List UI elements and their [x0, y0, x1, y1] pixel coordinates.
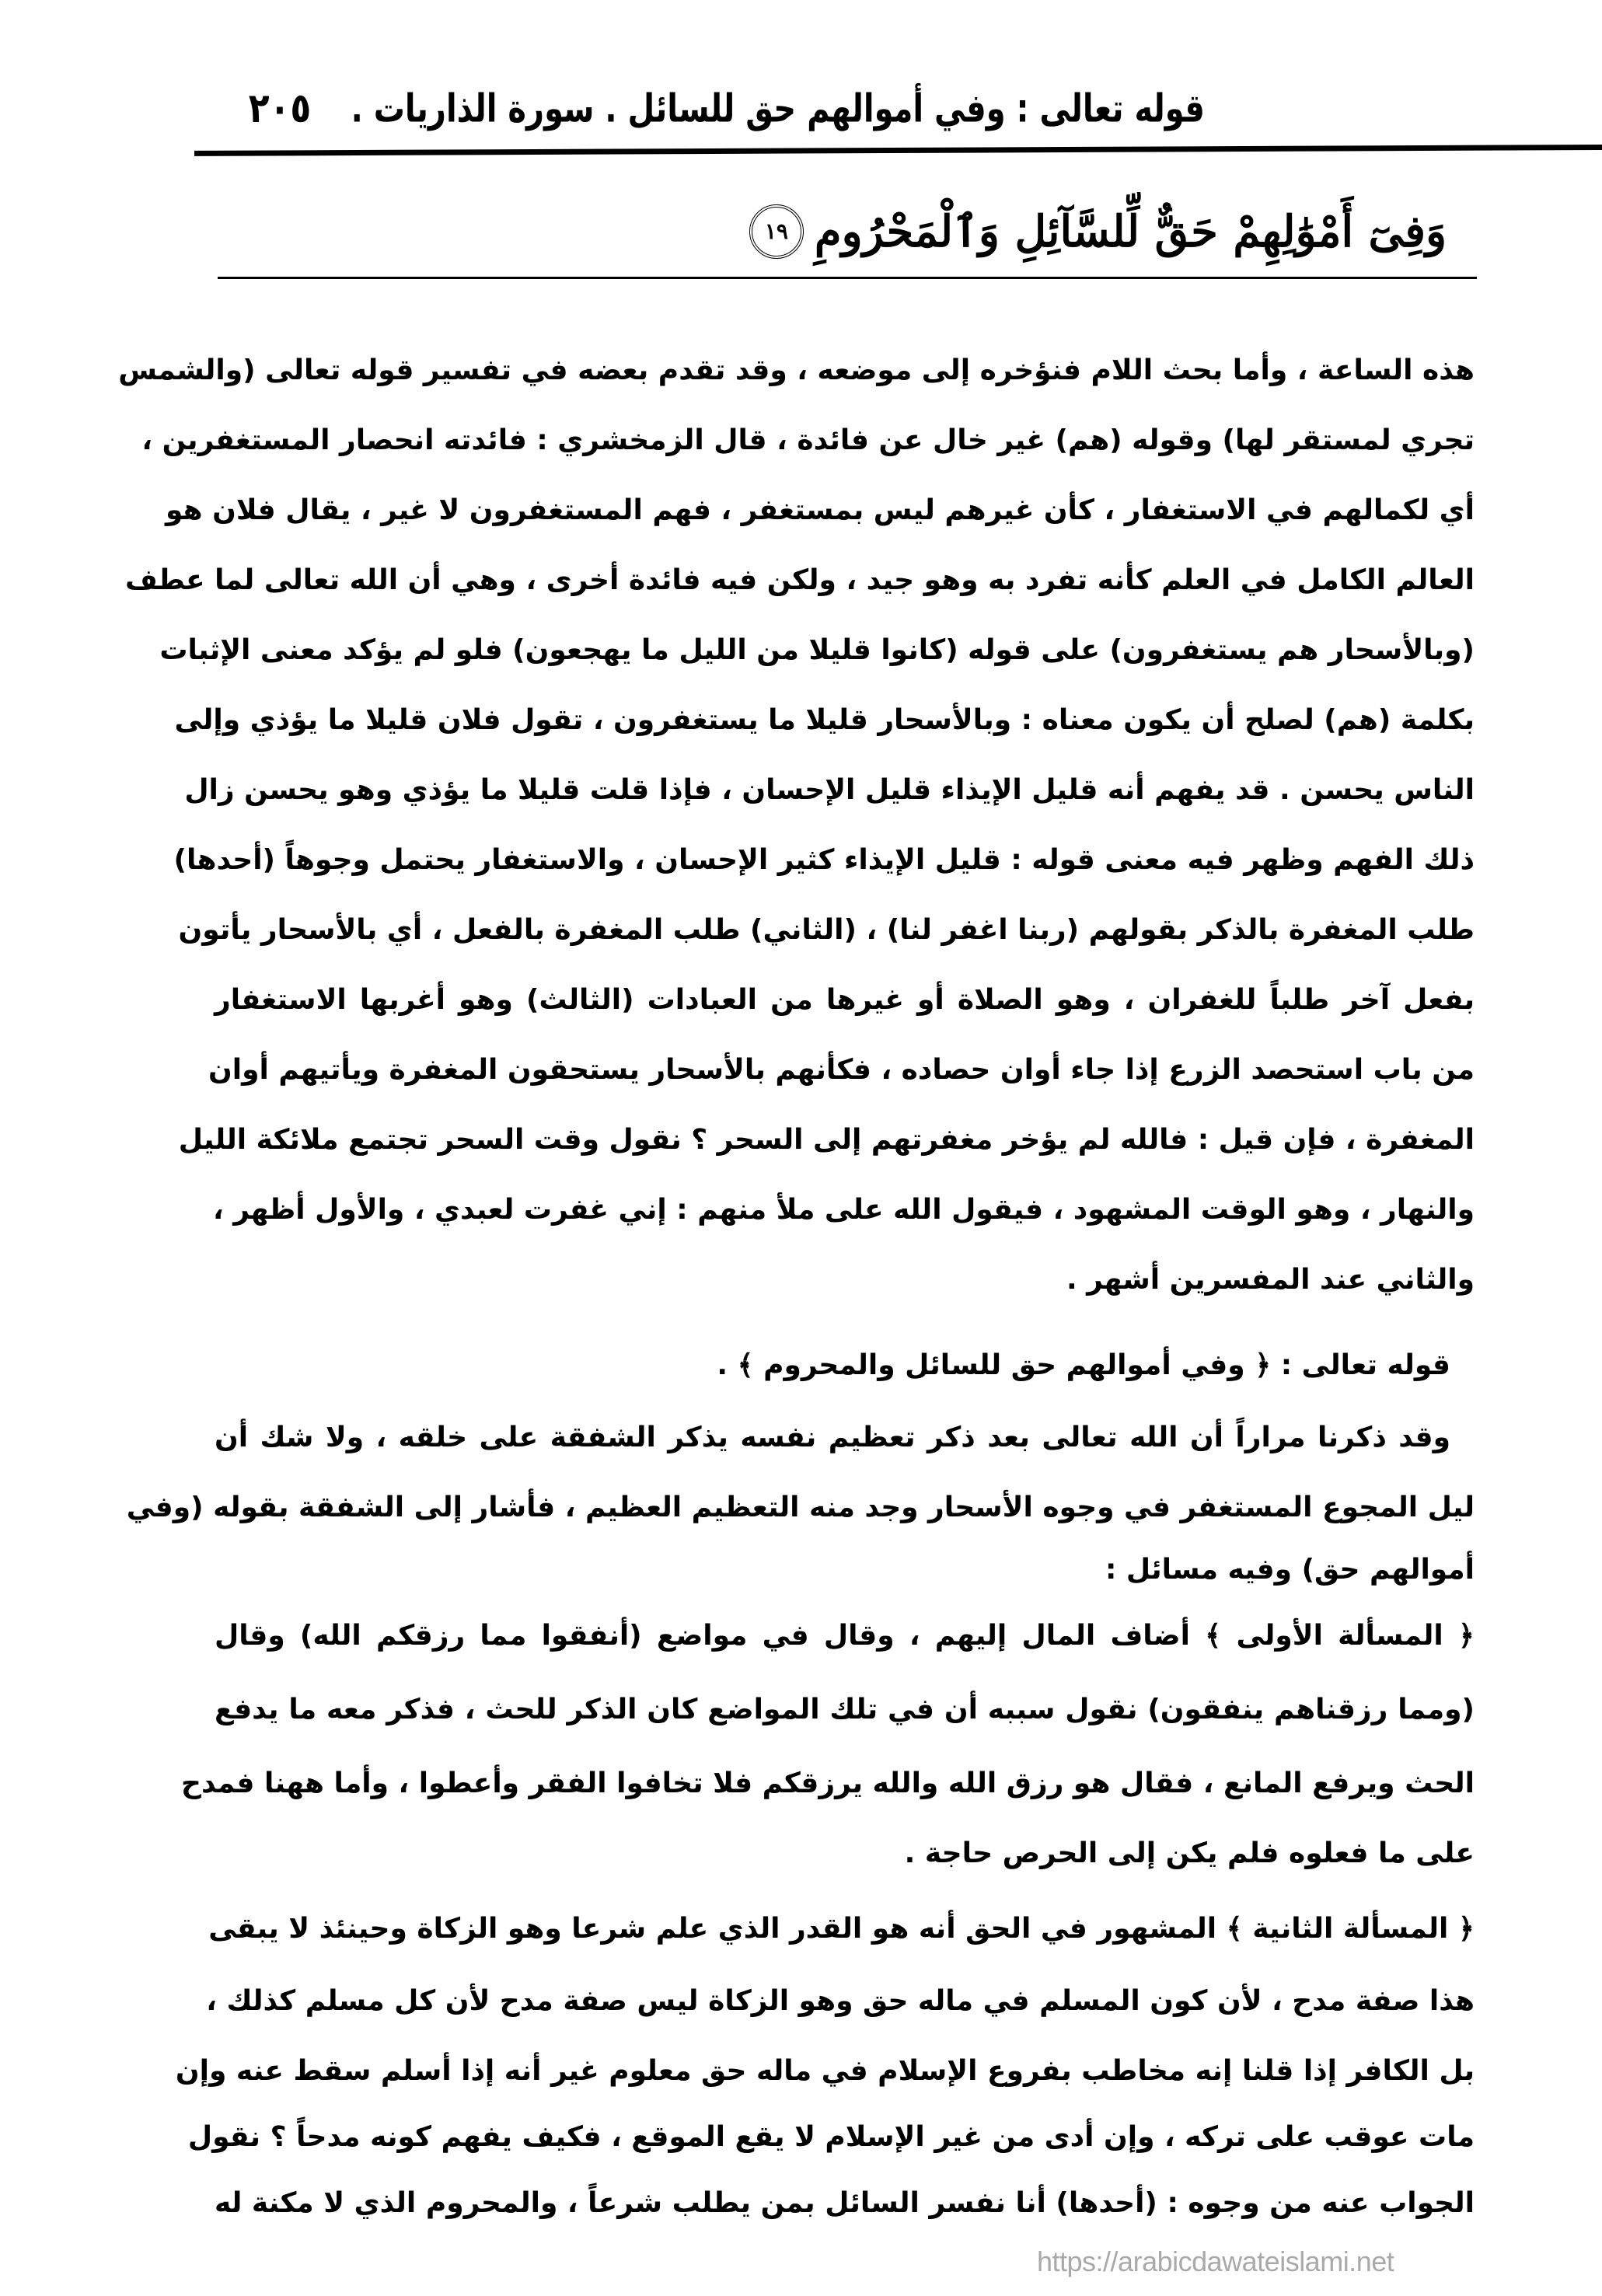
running-header-title: قوله تعالى : وفي أموالهم حق للسائل . سورة الذاريات .	[351, 86, 1205, 131]
text-line: العالم الكامل في العلم كأنه تفرد به وهو جيد ، ولكن فيه فائدة أخرى ، وهي أن الله تعالى لما عطف	[125, 564, 1475, 596]
text-line: والثاني عند المفسرين أشهر .	[1066, 1264, 1475, 1296]
text-line: تجري لمستقر لها) وقوله (هم) غير خال عن فائدة ، قال الزمخشري : فائدته انحصار المستغفرين ،	[141, 424, 1475, 456]
text-line: وقد ذكرنا مراراً أن الله تعالى بعد ذكر تعظيم نفسه يذكر الشفقة على خلقه ، ولا شك أن	[215, 1422, 1450, 1453]
page-number: ٢٠٥	[248, 84, 312, 132]
text-line: (ومما رزقناهم ينفقون) نقول سببه أن في تلك المواضع كان الذكر للحث ، فذكر معه ما يدفع	[215, 1694, 1475, 1725]
text-line: ﴿ المسألة الأولى ﴾ أضاف المال إليهم ، وقال في مواضع (أنفقوا مما رزقكم الله) وقال	[215, 1620, 1475, 1652]
text-line: بل الكافر إذا قلنا إنه مخاطب بفروع الإسلام في ماله حق معلوم غير أنه إذا أسلم سقط عنه وإن	[175, 2055, 1475, 2087]
text-line: على ما فعلوه فلم يكن إلى الحرص حاجة .	[904, 1837, 1475, 1869]
text-line: والنهار ، وهو الوقت المشهود ، فيقول الله على ملأ منهم : إني غفرت لعبدي ، والأول أظهر ،	[213, 1194, 1475, 1226]
text-line: بفعل آخر طلباً للغفران ، وهو الصلاة أو غيرها من العبادات (الثالث) وهو أغربها الاستغفار	[215, 984, 1475, 1016]
quran-verse-heading	[749, 194, 1447, 269]
text-line: بكلمة (هم) لصلح أن يكون معناه : وبالأسحار قليلا ما يستغفرون ، تقول فلان قليلا ما يؤذي وإلى	[174, 704, 1475, 736]
text-line: ليل المجوع المستغفر في وجوه الأسحار وجد منه التعظيم العظيم ، فأشار إلى الشفقة بقوله (وفي	[126, 1492, 1475, 1523]
text-line: المغفرة ، فإن قيل : فالله لم يؤخر مغفرتهم إلى السحر ؟ نقول وقت السحر تجتمع ملائكة الليل	[178, 1124, 1475, 1156]
text-line: هذا صفة مدح ، لأن كون المسلم في ماله حق وهو الزكاة ليس صفة مدح لأن كل مسلم كذلك ،	[206, 1985, 1475, 2017]
header-divider	[194, 145, 1602, 156]
text-line: ﴿ المسألة الثانية ﴾ المشهور في الحق أنه هو القدر الذي علم شرعا وهو الزكاة وحينئذ لا يبقى	[208, 1913, 1475, 1945]
text-line: ذلك الفهم وظهر فيه معنى قوله : قليل الإيذاء كثير الإحسان ، والاستغفار يحتمل وجوهاً (أحدها)	[173, 844, 1475, 876]
text-line: أي لكمالهم في الاستغفار ، كأن غيرهم ليس بمستغفر ، فهم المستغفرون لا غير ، يقال فلان هو	[166, 494, 1475, 526]
text-line: أموالهم حق) وفيه مسائل :	[1105, 1554, 1475, 1586]
verse-divider	[218, 277, 1477, 279]
text-line: من باب استحصد الزرع إذا جاء أوان حصاده ، فكأنهم بالأسحار يستحقون المغفرة ويأتيهم أوان	[208, 1054, 1475, 1086]
text-line: الجواب عنه من وجوه : (أحدها) أنا نفسر السائل بمن يطلب شرعاً ، والمحروم الذي لا مكنة له	[215, 2187, 1475, 2219]
text-line: (وبالأسحار هم يستغفرون) على قوله (كانوا قليلا من الليل ما يهجعون) فلو لم يؤكد معنى الإثبات	[159, 634, 1475, 666]
ayah-number-marker: ١٩	[749, 204, 804, 259]
website-watermark: https://arabicdawateislami.net	[1037, 2245, 1394, 2277]
section-heading-line: قوله تعالى : ﴿ وفي أموالهم حق للسائل والمحروم ﴾ .	[717, 1349, 1450, 1381]
text-line: طلب المغفرة بالذكر بقولهم (ربنا اغفر لنا) ، (الثاني) طلب المغفرة بالفعل ، أي بالأسحار يأتون	[178, 914, 1475, 946]
verse-text: وَفِىٓ أَمْوَٰلِهِمْ حَقٌّ لِّلسَّآئِلِ وَٱلْمَحْرُومِ	[814, 206, 1447, 257]
text-line: الناس يحسن . قد يفهم أنه قليل الإيذاء قليل الإحسان ، فإذا قلت قليلا ما يؤذي وهو يحسن زال	[184, 774, 1475, 806]
text-line: الحث ويرفع المانع ، فقال هو رزق الله والله يرزقكم فلا تخافوا الفقر وأعطوا ، وأما ههنا فمدح	[181, 1767, 1475, 1799]
text-line: هذه الساعة ، وأما بحث اللام فنؤخره إلى موضعه ، وقد تقدم بعضه في تفسير قوله تعالى (والشمس	[118, 354, 1475, 386]
text-line: مات عوقب على تركه ، وإن أدى من غير الإسلام لا يقع الموقع ، فكيف يفهم كونه مدحاً ؟ نقول	[187, 2121, 1475, 2153]
